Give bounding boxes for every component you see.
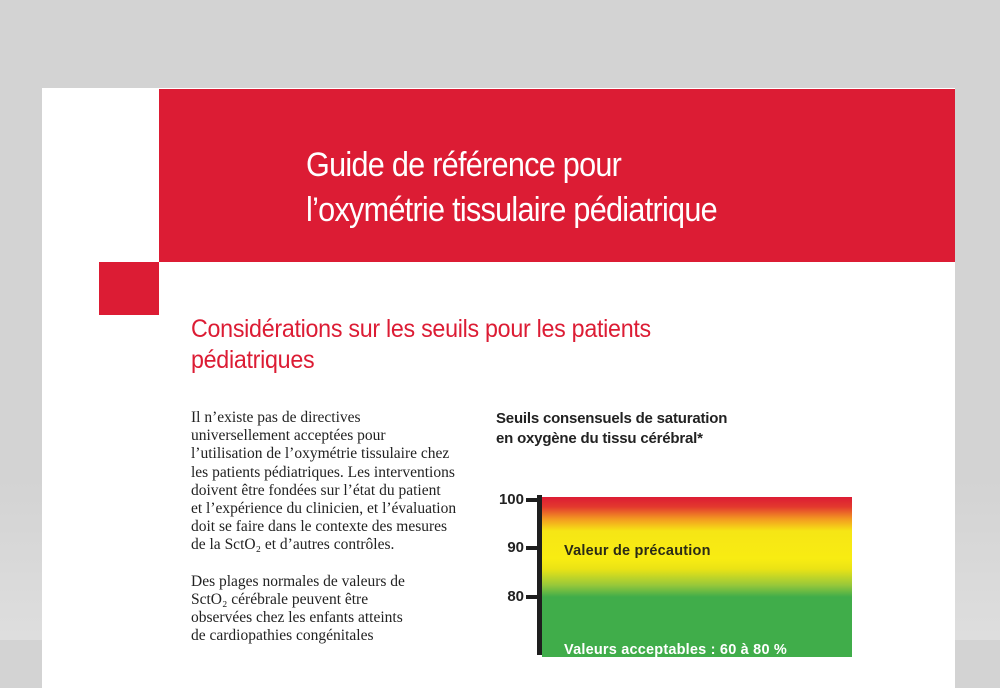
text-line: Il n’existe pas de directives	[191, 409, 361, 426]
title-line-1: Guide de référence pour	[306, 146, 622, 184]
chart-title-line-2: en oxygène du tissu cérébral*	[496, 430, 703, 447]
text-line: l’utilisation de l’oxymétrie tissulaire chez	[191, 445, 450, 463]
chart-title-line-1: Seuils consensuels de saturation	[496, 410, 728, 427]
text-line: doivent être fondées sur l’état du patient	[191, 481, 441, 499]
acceptable-zone-label: Valeurs acceptables : 60 à 80 %	[564, 642, 788, 658]
section-title-line-1: Considérations sur les seuils pour les patients	[191, 315, 651, 343]
tick-label-100: 100	[498, 491, 524, 508]
text-line: de la SctO₂ et d’autres contrôles.	[191, 536, 395, 554]
document-title	[306, 143, 717, 233]
tick-label-90: 90	[507, 539, 524, 556]
threshold-gauge	[542, 497, 852, 657]
decorative-square	[99, 262, 159, 315]
text-line: universellement acceptées pour	[191, 427, 386, 445]
tick-90	[526, 546, 538, 550]
section-title	[191, 314, 651, 376]
title-line-2: l’oxymétrie tissulaire pédiatrique	[306, 191, 717, 229]
text-line: SctO₂ cérébrale peuvent être	[191, 590, 369, 608]
tick-80	[526, 595, 538, 599]
tick-label-80: 80	[507, 588, 524, 605]
text-line: doit se faire dans le contexte des mesures	[191, 518, 448, 536]
text-line: observées chez les enfants atteints	[191, 609, 403, 627]
text-line: et l’expérience du clinicien, et l’évaluation	[191, 500, 457, 518]
body-text	[191, 409, 491, 663]
text-line: Des plages normales de valeurs de	[191, 572, 405, 590]
header-band	[159, 89, 955, 262]
paragraph-2	[191, 573, 491, 646]
caution-zone-label: Valeur de précaution	[564, 543, 711, 559]
saturation-threshold-chart	[496, 488, 916, 688]
chart-title	[496, 409, 727, 449]
text-line: les patients pédiatriques. Les interventions	[191, 463, 455, 481]
document-page	[42, 88, 955, 688]
paragraph-1	[191, 409, 491, 555]
text-line: de cardiopathies congénitales	[191, 627, 374, 645]
section-title-line-2: pédiatriques	[191, 346, 315, 374]
tick-100	[526, 498, 538, 502]
